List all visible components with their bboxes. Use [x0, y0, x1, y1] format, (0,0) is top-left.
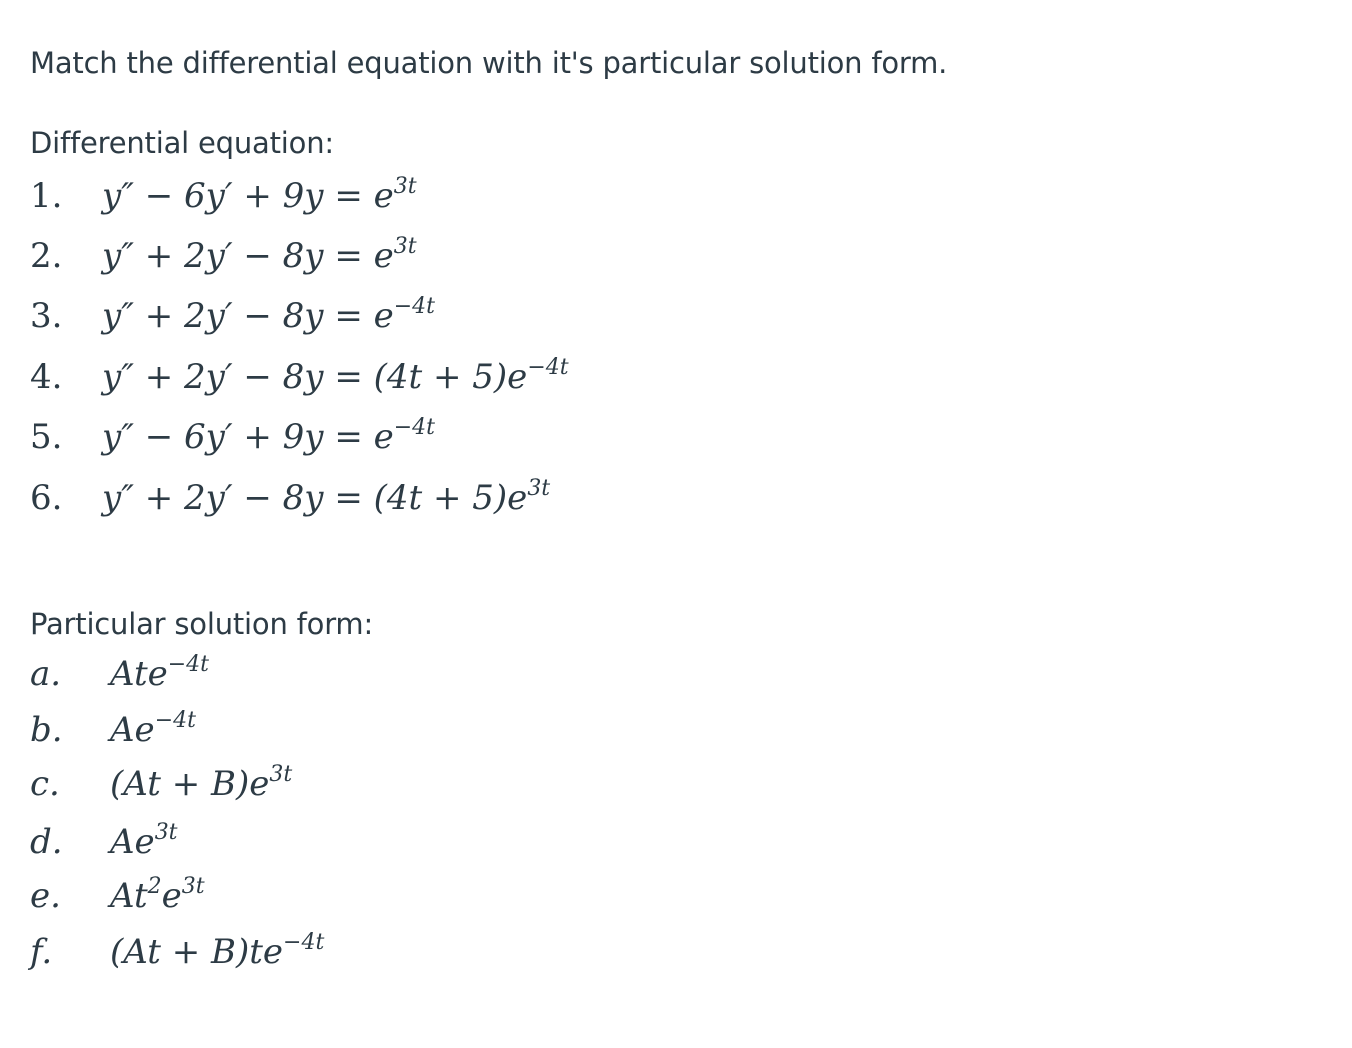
equation-expression: $y'' + 2y' - 8y = (4t + 5)e^{-4t}$ [102, 355, 569, 397]
solution-expression: $At^2e^{3t}$ [110, 874, 205, 916]
solution-letter: f. [30, 932, 53, 972]
equation-expression: $y'' + 2y' - 8y = (4t + 5)e^{3t}$ [102, 476, 551, 518]
equation-expression: $y'' + 2y' - 8y = e^{-4t}$ [102, 294, 436, 336]
equations-heading: Differential equation: [30, 126, 334, 160]
equation-number: 5. [30, 417, 63, 457]
solution-letter: b. [30, 710, 63, 750]
solution-letter: c. [30, 764, 60, 804]
equation-number: 4. [30, 357, 63, 397]
equation-number: 2. [30, 236, 63, 276]
solution-letter: d. [30, 822, 63, 862]
equation-expression: $y'' + 2y' - 8y = e^{3t}$ [102, 234, 417, 276]
equation-expression: $y'' - 6y' + 9y = e^{3t}$ [102, 174, 417, 216]
solution-expression: $(At + B)e^{3t}$ [110, 762, 293, 804]
solution-letter: e. [30, 876, 61, 916]
question-prompt: Match the differential equation with it's particular solution form. [30, 46, 948, 80]
solution-expression: Ate$^{-4t}$ [110, 652, 210, 694]
equation-number: 3. [30, 296, 63, 336]
equation-number: 6. [30, 478, 63, 518]
solution-letter: a. [30, 654, 62, 694]
equation-expression: $y'' - 6y' + 9y = e^{-4t}$ [102, 415, 436, 457]
solution-expression: $Ae^{3t}$ [110, 820, 178, 862]
equation-number: 1. [30, 176, 63, 216]
solution-expression: $Ae^{-4t}$ [110, 708, 196, 750]
solutions-heading: Particular solution form: [30, 607, 374, 641]
solution-expression: $(At + B)te^{-4t}$ [110, 930, 325, 972]
